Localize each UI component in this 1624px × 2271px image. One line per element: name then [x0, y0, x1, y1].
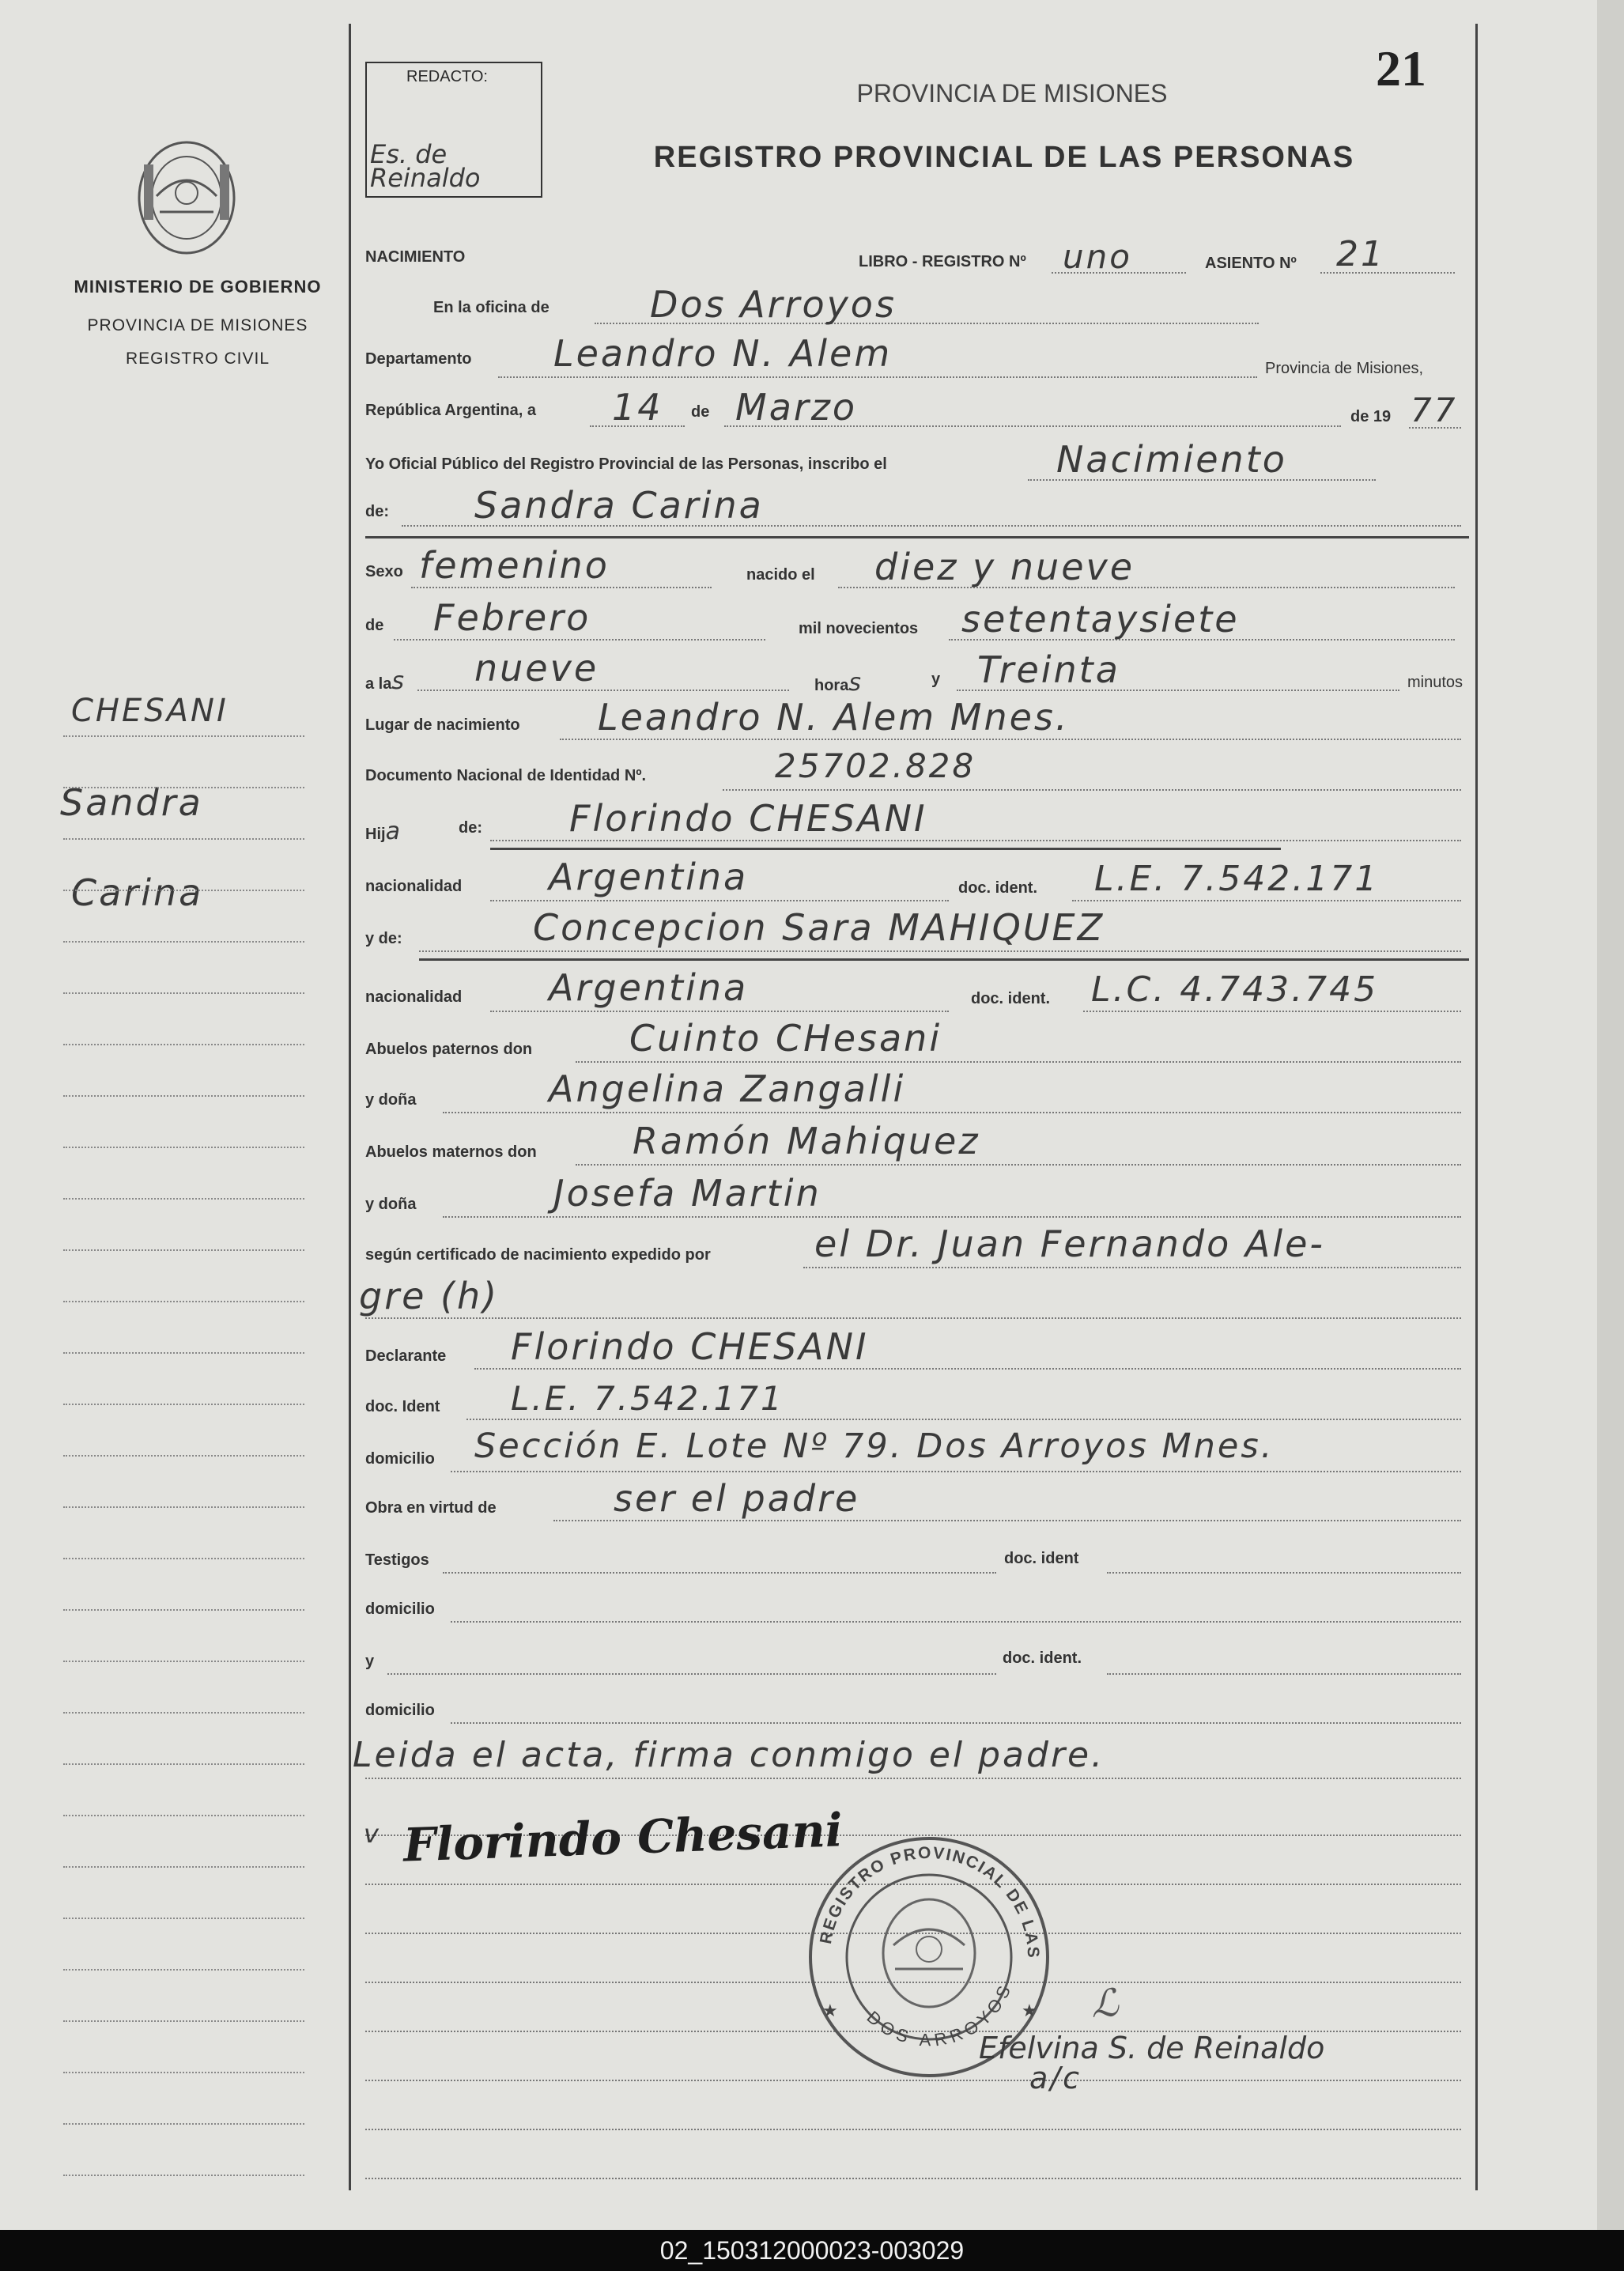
dotline: [466, 1419, 1461, 1420]
abuelo-pat-value: Cuinto CHesani: [629, 1017, 942, 1060]
margin-dotline: [63, 890, 304, 891]
header-title: REGISTRO PROVINCIAL DE LAS PERSONAS: [653, 141, 1355, 174]
de-label-2: de:: [365, 503, 389, 520]
nombre-value: Sandra Carina: [474, 484, 764, 527]
declarante-value: Florindo CHESANI: [511, 1325, 869, 1368]
dotline: [576, 1061, 1461, 1063]
madre-doc-value: L.C. 4.743.745: [1091, 969, 1379, 1010]
dia-value: 14: [612, 386, 663, 429]
dotline: [1107, 1572, 1461, 1574]
padre-nac-value: Argentina: [549, 856, 749, 898]
mes-value: Marzo: [735, 386, 858, 429]
de-label-3: de: [365, 617, 384, 634]
stamp-ring-text: REGISTRO PROVINCIAL DE LAS: [817, 1843, 1043, 1960]
margin-surname: CHESANI: [71, 693, 228, 729]
section-rule: [365, 536, 1469, 538]
ydona-label-2: y doña: [365, 1196, 417, 1213]
dotline: [451, 1621, 1461, 1623]
departamento-value: Leandro N. Alem: [553, 332, 893, 375]
margin-dotline: [63, 1763, 304, 1765]
dotline: [490, 1011, 949, 1012]
dotline: [419, 950, 1461, 952]
dotline: [1072, 900, 1461, 901]
margin-first-name: Sandra: [60, 781, 203, 824]
dotline: [803, 1267, 1461, 1268]
testigos-label: Testigos: [365, 1551, 429, 1569]
margin-dotline: [63, 1198, 304, 1200]
padre-doc-value: L.E. 7.542.171: [1094, 859, 1380, 899]
margin-dotline: [63, 735, 304, 737]
section-rule: [419, 958, 1469, 961]
mil-label: mil novecientos: [799, 620, 919, 637]
page-number: 21: [1376, 40, 1426, 96]
horas-label: horas: [814, 669, 863, 697]
dotline: [498, 376, 1257, 378]
mes-nac-value: Febrero: [433, 596, 591, 639]
dotline: [387, 1673, 996, 1675]
right-margin-rule: [1475, 24, 1478, 2190]
dotline: [723, 789, 1461, 791]
redacto-value: Es. de Reinaldo: [370, 139, 481, 193]
nacimiento-label: NACIMIENTO: [365, 248, 466, 266]
y-label-2: y: [365, 1653, 375, 1670]
provincia-label: Provincia de Misiones,: [1265, 360, 1424, 377]
margin-dotline: [63, 1506, 304, 1508]
declarante-label: Declarante: [365, 1347, 447, 1365]
leida-text: Leida el acta, firma conmigo el padre.: [353, 1735, 1105, 1775]
madre-doc-label: doc. ident.: [971, 990, 1050, 1007]
oficial-value: Nacimiento: [1056, 438, 1287, 481]
dotline: [553, 1520, 1461, 1521]
stamp-bottom-text: DOS ARROYOS: [863, 1978, 1017, 2050]
obra-label: Obra en virtud de: [365, 1499, 497, 1517]
margin-dotline: [63, 1815, 304, 1816]
margin-dotline: [63, 2175, 304, 2176]
abuelo-mat-value: Ramón Mahiquez: [633, 1120, 980, 1162]
margin-dotline: [63, 1969, 304, 1971]
lugar-value: Leandro N. Alem Mnes.: [598, 696, 1070, 739]
margin-dotline: [63, 2020, 304, 2022]
abuelos-pat-label: Abuelos paternos don: [365, 1041, 533, 1058]
domicilio-value: Sección E. Lote Nº 79. Dos Arroyos Mnes.: [474, 1426, 1275, 1466]
domicilio-label-3: domicilio: [365, 1702, 435, 1719]
dotline: [1083, 1011, 1461, 1012]
signature-mark: v: [364, 1819, 381, 1849]
padre-nac-label: nacionalidad: [365, 878, 463, 895]
yde-label: y de:: [365, 930, 402, 947]
left-margin-rule: [349, 24, 351, 2190]
margin-dotline: [63, 1249, 304, 1251]
official-signature-ac: a/c: [1029, 2061, 1082, 2095]
margin-dotline: [63, 1866, 304, 1868]
dotline: [490, 840, 1461, 841]
margin-dotline: [63, 1661, 304, 1662]
abuelos-mat-label: Abuelos maternos don: [365, 1143, 537, 1161]
dotline: [474, 1368, 1461, 1370]
dotline: [411, 587, 712, 588]
dotline: [365, 2129, 1461, 2130]
dotline: [451, 1722, 1461, 1724]
dotline: [576, 1164, 1461, 1166]
dotline: [417, 690, 789, 691]
departamento-label: Departamento: [365, 350, 472, 368]
dotline: [365, 1778, 1461, 1779]
margin-dotline: [63, 992, 304, 994]
margin-dotline: [63, 1455, 304, 1457]
y-doc-label: doc. ident.: [1003, 1649, 1082, 1667]
anio-label: de 19: [1350, 408, 1392, 425]
svg-text:★: ★: [1022, 2001, 1037, 2020]
coat-of-arms-seal: [133, 133, 240, 263]
republica-label: República Argentina, a: [365, 402, 536, 419]
dni-label: Documento Nacional de Identidad Nº.: [365, 767, 647, 784]
margin-dotline: [63, 1044, 304, 1045]
margin-dotline: [63, 2123, 304, 2125]
dotline: [1107, 1673, 1461, 1675]
page-edge: [1597, 0, 1624, 2230]
margin-dotline: [63, 1352, 304, 1354]
svg-text:★: ★: [822, 2001, 838, 2020]
anio-value: 77: [1411, 391, 1458, 429]
libro-label: LIBRO - REGISTRO Nº: [859, 253, 1026, 270]
asiento-value: 21: [1336, 234, 1385, 274]
obra-value: ser el padre: [614, 1477, 860, 1520]
official-signature-name: Efelvina S. de Reinaldo: [979, 2031, 1325, 2065]
margin-dotline: [63, 941, 304, 943]
hij-suffix: a: [385, 818, 402, 845]
de-label-4: de:: [459, 819, 482, 837]
father-signature: Florindo Chesani: [402, 1803, 844, 1872]
madre-nac-label: nacionalidad: [365, 988, 463, 1006]
domicilio-label-2: domicilio: [365, 1600, 435, 1618]
header-province: PROVINCIA DE MISIONES: [856, 79, 1168, 108]
anio-nac-value: setentaysiete: [961, 598, 1240, 640]
dotline: [443, 1112, 1461, 1113]
dni-value: 25702.828: [775, 746, 976, 785]
dotline: [443, 1216, 1461, 1218]
domicilio-label: domicilio: [365, 1450, 435, 1468]
official-signature-scrawl: ℒ: [1090, 1980, 1120, 2027]
madre-value: Concepcion Sara MAHIQUEZ: [533, 906, 1105, 949]
dotline: [365, 1317, 1461, 1319]
sexo-value: femenino: [419, 544, 610, 587]
hij-label: Hija: [365, 818, 402, 845]
margin-dotline: [63, 1558, 304, 1559]
horas-suffix: s: [848, 669, 863, 697]
margin-dotline: [63, 1147, 304, 1148]
padre-doc-label: doc. ident.: [958, 879, 1037, 897]
testigos-doc-label: doc. ident: [1004, 1550, 1079, 1567]
margin-dotline: [63, 1712, 304, 1714]
ministry-name: MINISTERIO DE GOBIERNO: [74, 277, 322, 297]
dotline: [560, 739, 1461, 740]
margin-dotline: [63, 787, 304, 788]
oficina-label: En la oficina de: [433, 299, 550, 316]
dotline: [365, 2178, 1461, 2179]
margin-dotline: [63, 838, 304, 840]
de-label: de: [691, 403, 710, 421]
margin-dotline: [63, 1095, 304, 1097]
minutos-label: minutos: [1407, 674, 1463, 691]
abuela-pat-value: Angelina Zangalli: [549, 1067, 906, 1110]
ydona-label: y doña: [365, 1091, 417, 1109]
doc-value: L.E. 7.542.171: [511, 1379, 784, 1418]
sexo-label: Sexo: [365, 563, 403, 580]
dotline: [394, 639, 765, 640]
y-label: y: [931, 671, 941, 688]
redacto-label: REDACTO:: [406, 68, 488, 85]
margin-dotline: [63, 1301, 304, 1302]
libro-value: uno: [1063, 237, 1132, 276]
padre-value: Florindo CHESANI: [569, 797, 927, 840]
dotline: [451, 1471, 1461, 1472]
a-las-label: a las: [365, 667, 406, 695]
oficial-label: Yo Oficial Público del Registro Provincial de las Personas, inscribo el: [365, 455, 887, 473]
dotline: [490, 900, 949, 901]
oficina-value: Dos Arroyos: [650, 283, 897, 326]
nacido-value: diez y nueve: [874, 546, 1135, 588]
doc-label: doc. Ident: [365, 1398, 440, 1415]
redacto-box: [365, 62, 542, 198]
lugar-label: Lugar de nacimiento: [365, 716, 520, 734]
margin-dotline: [63, 1609, 304, 1611]
ministry-province: PROVINCIA DE MISIONES: [87, 316, 308, 334]
abuela-mat-value: Josefa Martin: [553, 1172, 821, 1215]
dotline: [443, 1572, 996, 1574]
nacido-label: nacido el: [746, 566, 815, 584]
a-las-suffix: s: [391, 667, 406, 695]
margin-dotline: [63, 1404, 304, 1405]
section-rule: [490, 848, 1281, 850]
certificado-label: según certificado de nacimiento expedido por: [365, 1246, 711, 1264]
margin-dotline: [63, 2072, 304, 2073]
asiento-label: ASIENTO Nº: [1205, 255, 1297, 272]
margin-dotline: [63, 1918, 304, 1919]
madre-nac-value: Argentina: [549, 966, 749, 1009]
scan-id: 02_150312000023-003029: [0, 2230, 1624, 2271]
minutos-value: Treinta: [977, 648, 1120, 691]
hora-value: nueve: [474, 647, 599, 690]
ministry-registry: REGISTRO CIVIL: [125, 350, 270, 368]
certificado-value-2: gre (h): [359, 1275, 500, 1317]
certificado-value: el Dr. Juan Fernando Ale-: [814, 1222, 1326, 1265]
margin-second-name: Carina: [71, 871, 204, 914]
